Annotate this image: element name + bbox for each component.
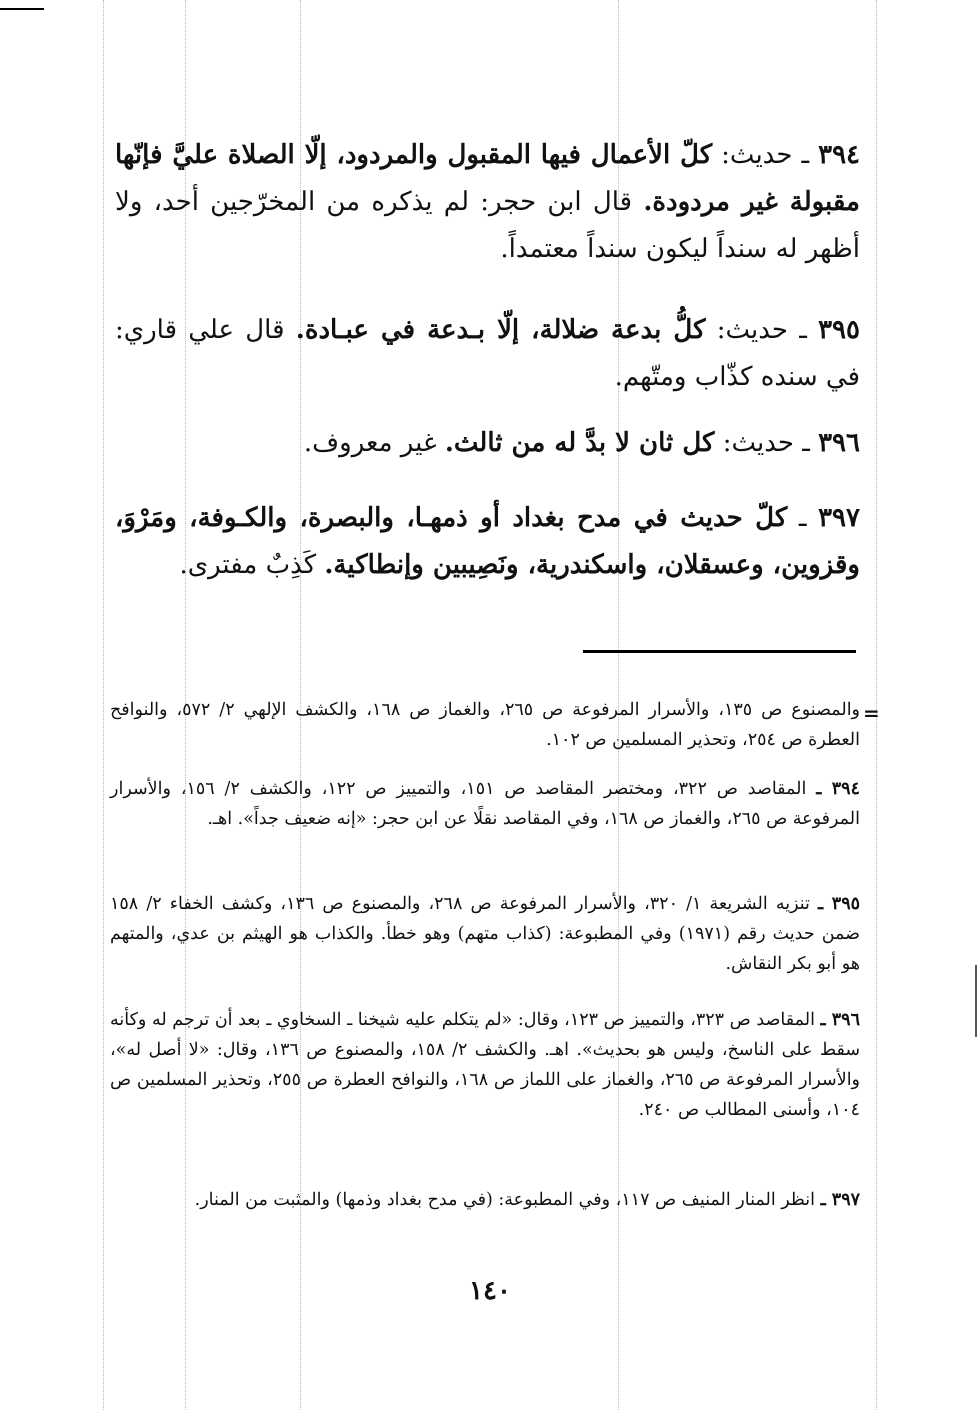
footnote-text: تنزيه الشريعة ١/ ٣٢٠، والأسرار المرفوعة ص ٢٦٨، والمصنوع ص ١٣٦، وكشف الخفاء ٢/ ١٥٨ ضمن حديث رقم (١٩٧١) وفي المطبوعة: (كذاب متهم) وهو خطأ. والكذاب هو الهيثم بن عدي، والمتهم هو أبو بكر النقاش. [110, 894, 860, 974]
entry-397 [115, 495, 860, 589]
entry-label: ـ حديث: [721, 140, 810, 170]
footnote-394 [110, 774, 860, 834]
entry-394 [115, 132, 860, 273]
entry-number: ٣٩٧ [818, 503, 860, 533]
entry-hadith-text: كلّ الأعمال فيها المقبول والمردود، إلّا الصلاة عليَّ فإنّها مقبولة غير مردودة. [115, 140, 860, 217]
margin-guide-line [103, 0, 104, 1410]
footnote-text: والمصنوع ص ١٣٥، والأسرار المرفوعة ص ٢٦٥، والغماز ص ١٦٨، والكشف الإلهي ٢/ ٥٧٢، والنوافح العطرة ص ٢٥٤، وتحذير المسلمين ص ١٠٢. [110, 700, 861, 750]
entry-hadith-text: كلُّ بدعة ضلالة، إلّا بـدعة في عبـادة. [295, 315, 706, 345]
entry-label: ـ حديث: [716, 315, 807, 345]
entry-commentary: قال ابن حجر: لم يذكره من المخرّجين أحد، ولا أظهر له سنداً ليكون سنداً معتمداً. [115, 187, 860, 264]
entry-label: ـ حديث: [722, 428, 810, 458]
entry-number: ٣٩٦ [818, 428, 860, 458]
continuation-marker: = [863, 701, 880, 725]
footnote-396 [110, 1005, 860, 1125]
page-number: ١٤٠ [469, 1276, 511, 1306]
entry-number: ٣٩٥ [818, 315, 860, 345]
entry-commentary: قال علي قاري: في سنده كذّاب ومتّهم. [115, 315, 860, 392]
footnote-continued [110, 695, 860, 755]
footnote-text: المقاصد ص ٣٢٣، والتمييز ص ١٢٣، وقال: «لم يتكلم عليه شيخنا ـ السخاوي ـ بعد أن ترجم له وكأنه سقط على الناسخ، وليس هو بحديث». اهـ. والكشف ٢/ ١٥٨، والمصنوع ص ١٣٦، وقال: «لا أصل له»، والأسرار المرفوعة ص ٢٦٥، والغماز على اللماز ص ١٦٨، والنوافح العطرة ص ٢٥٥، وتحذير المسلمين ص ١٠٤، وأسنى المطالب ص ٢٤٠. [110, 1010, 861, 1120]
footnote-label: ٣٩٧ ـ [820, 1190, 860, 1210]
entry-395 [115, 307, 860, 401]
entry-label: ـ [798, 503, 807, 533]
footnote-label: ٣٩٤ ـ [816, 779, 860, 799]
footnote-text: انظر المنار المنيف ص ١١٧، وفي المطبوعة: (في مدح بغداد وذمها) والمثبت من المنار. [194, 1190, 815, 1210]
footnote-text: المقاصد ص ٣٢٢، ومختصر المقاصد ص ١٥١، والتمييز ص ١٢٢، والكشف ٢/ ١٥٦، والأسرار المرفوعة ص ٢٦٥، والغماز ص ١٦٨، وفي المقاصد نقلًا عن ابن حجر: «إنه ضعيف جداً». اهـ. [110, 779, 860, 829]
entry-hadith-text: كل ثان لا بدَّ له من ثالث. [444, 428, 715, 458]
entry-commentary: كَذِبٌ مفترى. [179, 550, 317, 580]
footnote-label: ٣٩٥ ـ [818, 894, 860, 914]
entry-number: ٣٩٤ [818, 140, 861, 170]
edge-mark [975, 965, 977, 1037]
corner-mark [0, 8, 44, 10]
footnote-395 [110, 889, 860, 979]
footnote-label: ٣٩٦ ـ [820, 1010, 860, 1030]
entry-396 [115, 420, 860, 467]
footnote-397 [110, 1185, 860, 1215]
entry-commentary: غير معروف. [303, 428, 437, 458]
footnote-separator [583, 650, 856, 653]
entry-hadith-text: كلّ حديث في مدح بغداد أو ذمهـا، والبصرة، والكـوفة، ومَرْوَ، وقزوين، وعسقلان، واسكندرية، ونَصِيبين وإنطاكية. [115, 503, 860, 580]
